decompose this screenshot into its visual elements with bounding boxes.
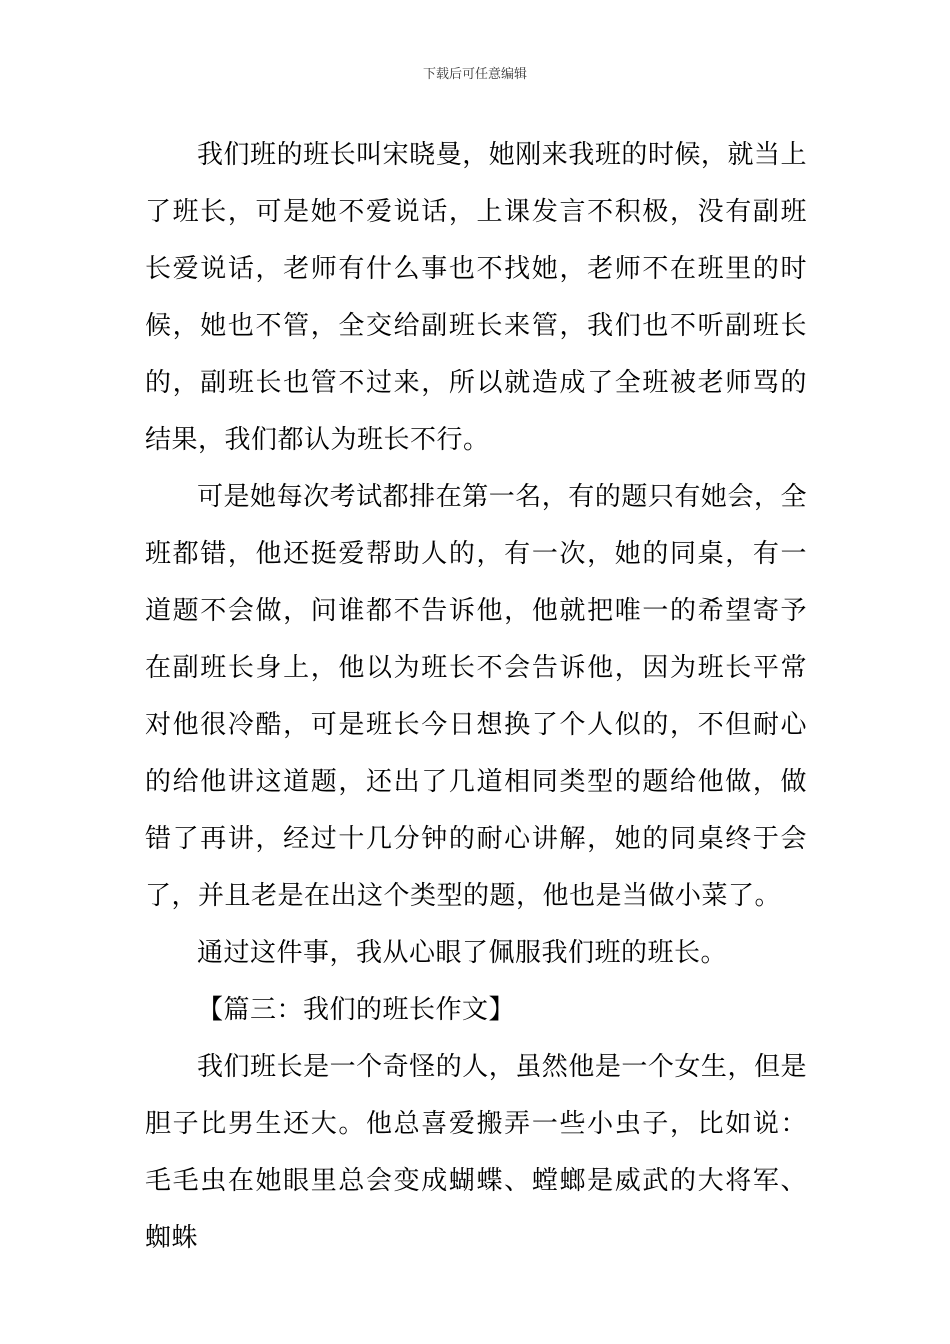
paragraph-1: 我们班的班长叫宋晓曼，她刚来我班的时候，就当上了班长，可是她不爱说话，上课发言不积极，没有副班长爱说话，老师有什么事也不找她，老师不在班里的时候，她也不管，全交给副班长来管，我们也不听副班长的，副班长也管不过来，所以就造成了全班被老师骂的结果，我们都认为班长不行。 (145, 140, 807, 455)
document-body (145, 127, 807, 1267)
paragraph-3: 通过这件事，我从心眼了佩服我们班的班长。 (197, 938, 728, 968)
page-header: 下载后可任意编辑 (422, 67, 527, 82)
section-heading: 【篇三：我们的班长作文】 (197, 995, 516, 1025)
paragraph-4: 我们班长是一个奇怪的人，虽然他是一个女生，但是胆子比男生还大。他总喜爱搬弄一些小虫子，比如说：毛毛虫在她眼里总会变成蝴蝶、螳螂是威武的大将军、蜘蛛 (145, 1052, 807, 1253)
paragraph-2: 可是她每次考试都排在第一名，有的题只有她会，全班都错，他还挺爱帮助人的，有一次，她的同桌，有一道题不会做，问谁都不告诉他，他就把唯一的希望寄予在副班长身上，他以为班长不会告诉他，因为班长平常对他很冷酷，可是班长今日想换了个人似的，不但耐心的给他讲这道题，还出了几道相同类型的题给他做，做错了再讲，经过十几分钟的耐心讲解，她的同桌终于会了，并且老是在出这个类型的题，他也是当做小菜了。 (145, 482, 807, 911)
